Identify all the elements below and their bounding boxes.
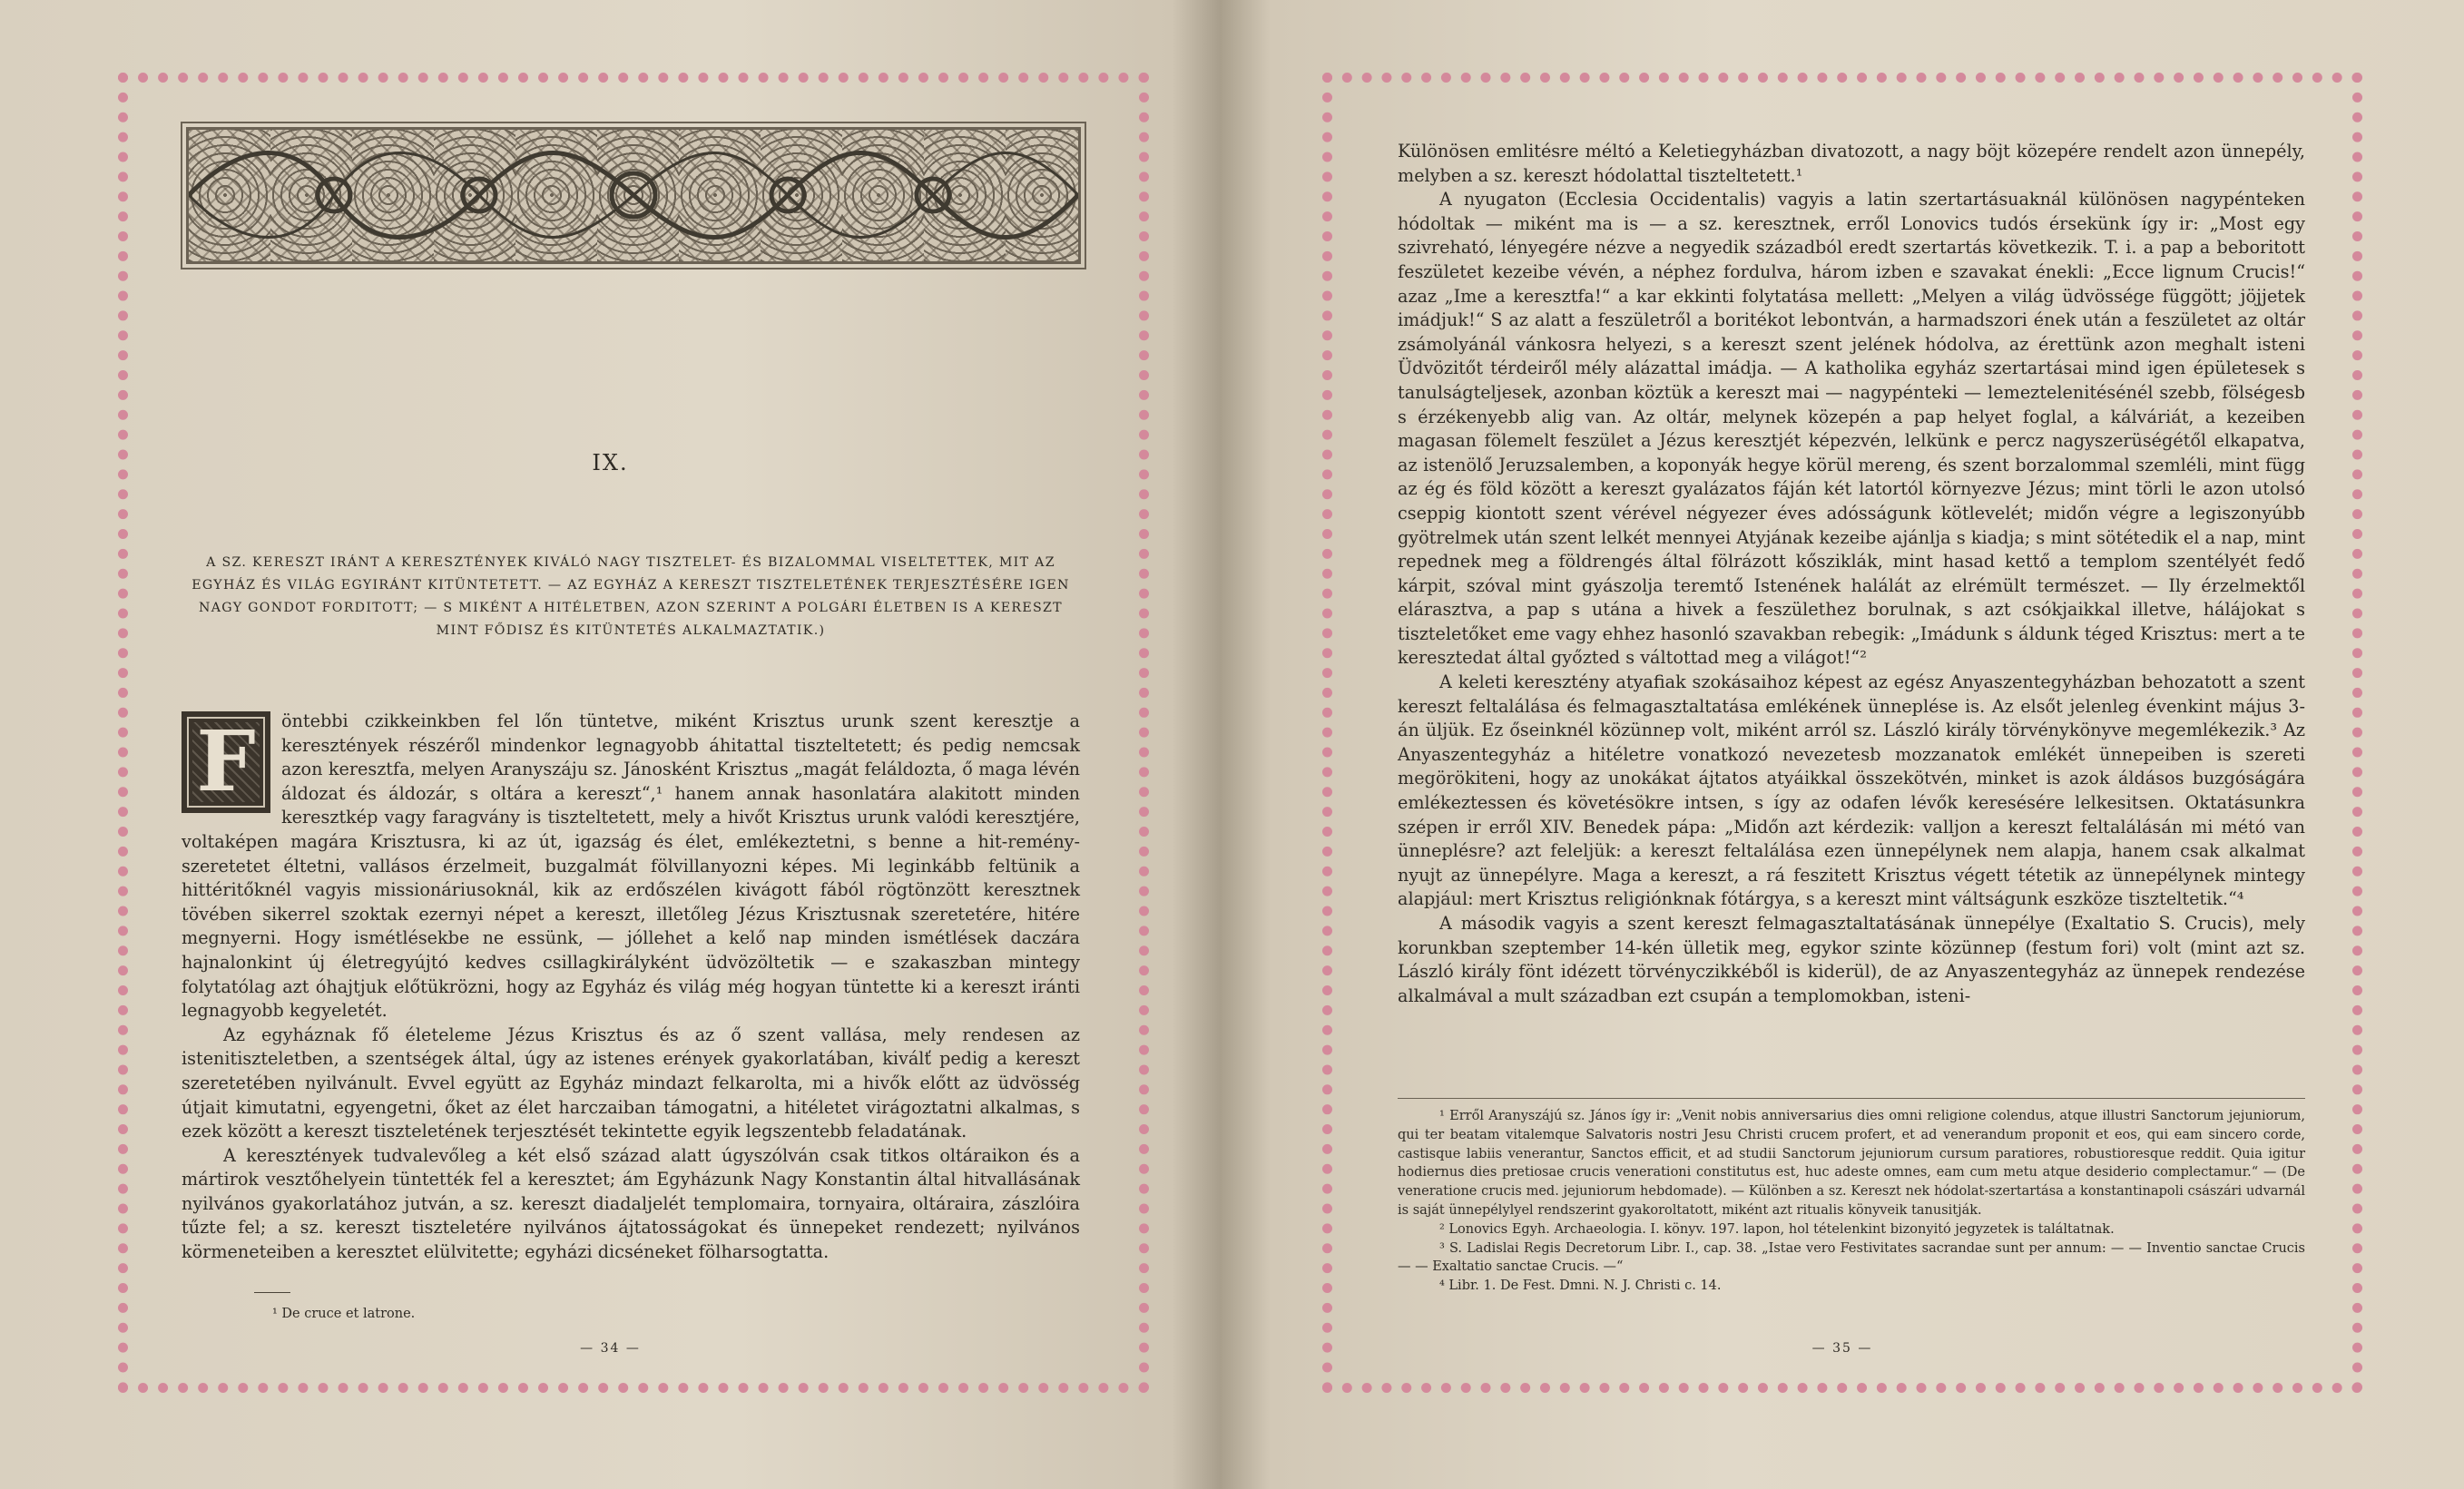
paragraph-1-text: öntebbi czikkeinkben fel lőn tüntetve, miként Krisztus urunk szent keresztje a keresztények részéről mindenkor legnagyobb áhitattal tiszteltetett; és pedig nemcsak azon keresztfa, melyen Aranyszáju sz. Jánosként Krisztus „magát feláldozta, ő maga lévén áldozat és áldozár, s oltára a kereszt“,¹ hanem annak hasonlatára alakitott minden keresztkép vagy faragvány is tiszteltetett, mely a hivőt Krisztus urunk valódi keresztjére, voltaképen magára Krisztusra, ki az út, igazság és élet, emlékeztetni, s benne a hit-remény-szeretetet éltetni, vallásos érzelmeit, buzgalmát fölvillanyozni képes. Mi leginkább feltünik a hittéritőknél vagyis missionáriusoknál, kik az erdőszélen kivágott fából rögtönzött keresztnek tövében sikerrel szoktak ezernyi népet a kereszt, illetőleg Jézus Krisztusnak szeretetére, hitére megnyerni. Hogy ismétlésekbe ne essünk, — jóllehet a kelő nap minden ismétlések daczára hajnalonkint új életregyújtó kedves csillagkirályként üdvözöltetik — e szakaszban mintegy folytatólag azt óhajtjuk előtükrözni, hogy az Egyház és világ még hogyan tüntette ki a kereszt iránti legnagyobb kegyeletét. <box>182 710 1080 1022</box>
ornamental-header-vignette <box>186 127 1081 264</box>
left-body-text <box>182 710 1080 1265</box>
footnote-1: ¹ Erről Aranyszájú sz. János így ir: „Venit nobis anniversarius dies omni religione colendus, atque illustri Sanctorum jejuniorum, qui ter beatam vitalemque Salvatoris nostri Jesu Christi crucem profert, et ad venerandum proponit et eos, qui eam sincero corde, castisque labiis venerantur, Sanctos efficit, et ad studii Sanctorum jejuniorum cursum paratiores, robustioresque reddit. Quia igitur hodiernus dies pretiosae crucis venerationi constitutus est, huc adeste omnes, eam cum metu atque desiderio complectamur.“ — (De veneratione crucis med. jejuniorum hebdomade). — Különben a sz. Kereszt nek hódolat-szertartása a konstantinapoli császári udvarnál is saját ünnepélylyel rendszerint gyakoroltatott, miként azt ritualis könyveik tanusitják. <box>1398 1109 2305 1218</box>
chapter-number: IX. <box>592 450 629 475</box>
footnotes <box>1398 1107 2305 1296</box>
paragraph-3: A keleti keresztény atyafiak szokásaihoz képest az egész Anyaszentegyházban behozatott a szent kereszt feltalálása és felmagasztaltatása emlékének ünneplése is. Az elsőt jelenleg évenkint május 3-án üljük. Ez őseinknél közünnep volt, miként arról sz. László király törvénykönyve megemlékezik.³ Az Anyaszentegyház a hitéletre vonatkozó nevezetesb mozzanatok emlékét ünnepeiben is szereti megörökiteni, hogy az unokákat ájtatos atyáikkal összekötvén, minket is azok áldásos buzgóságára emlékeztessen és követésökre intsen, s így az odafen lévők keresésére lelkesitsen. Oktatásunkra szépen ir erről XIV. Benedek pápa: „Midőn azt kérdezik: valljon a kereszt feltalálásán mi métó van ünneplésre? azt feleljük: a kereszt feltalálása ezen ünnepélynek nem alapja, hanem csak alkalmat nyujt az ünnepélyre. Maga a kereszt, a rá feszitett Krisztus végett tétetik az ünnepélynek mintegy alapjául: mert Krisztus religiónknak fótárgya, s a kereszt mint váltságunk eszköze tiszteltetik.“⁴ <box>1398 671 2305 910</box>
paragraph-1 <box>182 710 1080 1024</box>
chapter-summary: A SZ. KERESZT IRÁNT A KERESZTÉNYEK KIVÁLÓ NAGY TISZTELET- ÉS BIZALOMMAL VISELTETTEK, MIT AZ EGYHÁZ ÉS VILÁG EGYIRÁNT KITÜNTETETT. — AZ EGYHÁZ A KERESZT TISZTELETÉNEK TERJESZTÉSÉRE IGEN NAGY GONDOT FORDITOTT; — S MIKÉNT A HITÉLETBEN, AZON SZERINT A POLGÁRI ÉLETBEN IS A KERESZT MINT FŐDISZ ÉS KITÜNTETÉS ALKALMAZTATIK.) <box>191 555 1070 638</box>
right-body-text <box>1398 140 2305 1008</box>
page-number-right: — 35 — <box>1811 1341 1873 1356</box>
paragraph-4: A második vagyis a szent kereszt felmagasztaltatásának ünnepélye (Exaltatio S. Crucis), mely korunkban szeptember 14-kén ülletik meg, egykor szinte közünnep (festum fori) volt (mint azt sz. László király fönt idézett törvényczikkéből is kiderül), de az Anyaszentegyház az ünnepek rendezése alkalmával a mult században ezt csupán a templomokban, isteni- <box>1398 913 2305 1006</box>
footnote-3: ³ S. Ladislai Regis Decretorum Libr. I., cap. 38. „Istae vero Festivitates sacrandae sunt per annum: — — Inventio sanctae Crucis — — Exaltatio sanctae Crucis. —“ <box>1398 1240 2305 1275</box>
footnote-4: ⁴ Libr. 1. De Fest. Dmni. N. J. Christi c. 14. <box>1439 1278 1722 1294</box>
left-page <box>0 0 1221 1489</box>
right-page <box>1221 0 2464 1489</box>
paragraph-3: A keresztények tudvalevőleg a két első század alatt úgyszólván csak titkos oltáraikon és a mártirok vesztőhelyein tüntették fel a keresztet; ám Egyházunk Nagy Konstantin által hitvallásának nyilvános gyakorlatához jutván, a sz. kereszt diadaljelét templomaira, tornyaira, oltáraira, zászlóira tűzte fel; a sz. kereszt tiszteletére nyilvános ájtatosságokat és ünnepeket rendezett; nyilvános körmeneteiben a keresztet elülvitette; egyházi dicséneket fölharsogtatta. <box>182 1144 1080 1263</box>
footnote-rule <box>254 1292 290 1293</box>
paragraph-2: Az egyháznak fő életeleme Jézus Krisztus és az ő szent vallása, mely rendesen az istenitiszteletben, a szentségek által, úgy az istenes erények gyakorlatában, kiválť pedig a kereszt szeretetében nyilvánult. Evvel együtt az Egyház mindazt felkarolta, mi a hivők előtt az üdvösség útjait kimutatni, egyengetni, őket az élet harczaiban támogatni, a hitéletet virágoztatni alkalmas, s ezek között a kereszt tiszteletének terjesztését tekintette egyik legszentebb feladatának. <box>182 1024 1080 1142</box>
page-number-left: — 34 — <box>580 1341 641 1356</box>
footnote-2: ² Lonovics Egyh. Archaeologia. I. könyv. 197. lapon, hol tételenkint bizonyitó jegyzetek is találtatnak. <box>1439 1221 2115 1237</box>
paragraph-1: Különösen emlitésre méltó a Keletiegyházban divatozott, a nagy böjt közepére rendelt azon ünnepély, melyben a sz. kereszt hódolattal tiszteltetett.¹ <box>1398 141 2305 186</box>
paragraph-2: A nyugaton (Ecclesia Occidentalis) vagyis a latin szertartásuaknál különösen nagypénteken hódoltak — miként ma is — a sz. keresztnek, erről Lonovics tudós érsekünk így ir: „Most egy szivreható, lényegére nézve a negyedik századból eredt szertartás következik. T. i. a pap a beboritott feszületet kezeibe vévén, a néphez fordulva, három izben e szavakat énekli: „Ecce lignum Crucis!“ azaz „Ime a keresztfa!“ a kar ekkinti folytatása mellett: „Melyen a világ üdvössége függött; jöjjetek imádjuk!“ S az alatt a feszületről a boritékot lebontván, a harmadszori ének után a feszületet az oltár zsámolyánál vánkosra helyezi, s a kereszt szent jelének hódolva, az érettünk azon meghalt isteni Üdvözitőt térdeiről mély alázattal imádja. — A katholika egyház szertartásai mind igen épületesek s tanulságteljesek, azonban köztük a kereszt mai — nagypénteki — lemeztelenitésénél szebb, fölségesb s érzékenyebb alig van. Az oltár, melynek közepén a pap helyet foglal, a kálváriát, a kezeiben magasan fölemelt feszület a Jézus keresztjét képezvén, lelkünk e percz nagyszerüségétől elkapatva, az istenölő Jeruzsalemben, a koponyák hegye körül mereng, és szent borzalommal szemléli, mint függ az ég és föld között a kereszt gyalázatos fáján két latortól környezve Jézus; mint törli le azon utolsó cseppig kiontott szent vérével négyezer éves adósságunk kötlevelét; midőn végre a legiszonyúbb gyötrelmek után szent lelkét mennyei Atyjának kezeibe ajánlja s kiadja; s mint sötétedik el a nap, mint repednek meg a földrengés által fölrázott kősziklák, mint hasad kettő a templom szentélyét fedő kárpit, szóval mint gyászolja teremtő Istenének halálát az elrémült természet. — Ily érzelmektől elárasztva, a pap s utána a hivek a feszülethez borulnak, s azt csókjaikkal illetve, hálájokat s tiszteletőket eme vagy ehhez hasonló szavakban rebegik: „Imádunk s áldunk téged Krisztus: mert a te keresztedat által győzted s váltottad meg a világot!“² <box>1398 189 2305 669</box>
footnote: ¹ De cruce et latrone. <box>272 1307 416 1321</box>
vine-scroll-icon <box>189 130 1078 261</box>
footnote-rule <box>1398 1098 2305 1099</box>
drop-cap: F <box>182 711 270 813</box>
